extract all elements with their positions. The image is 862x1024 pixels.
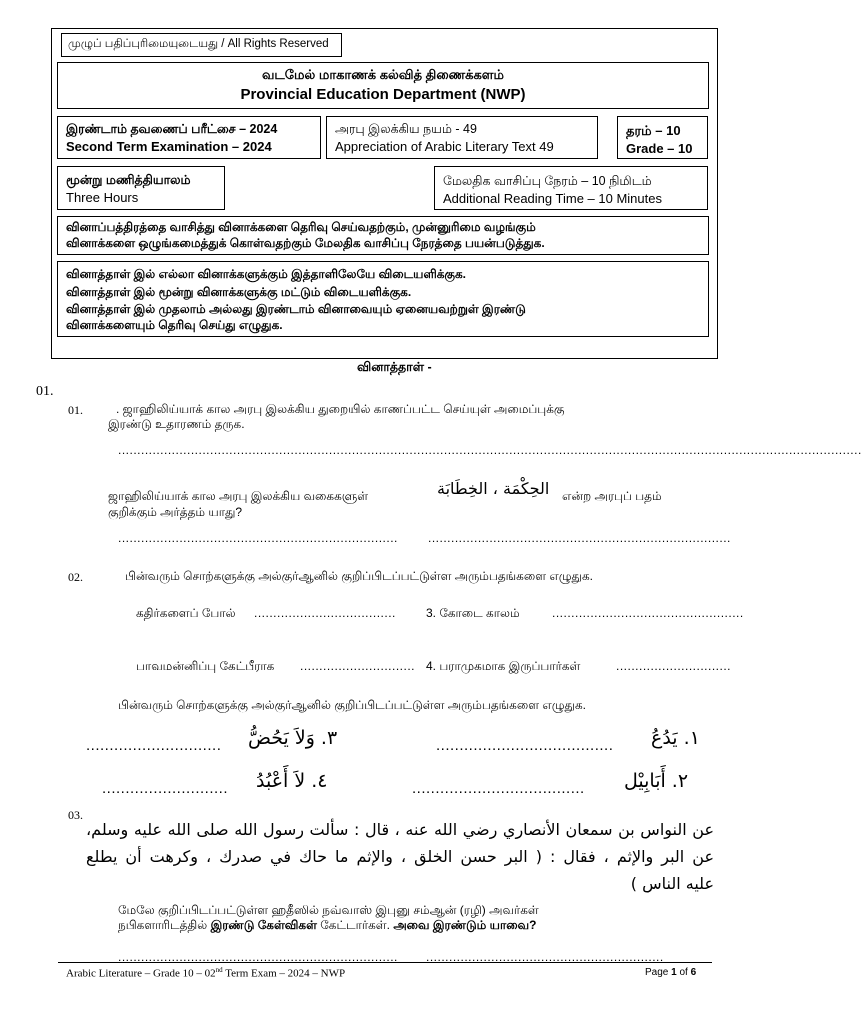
instruction-line-3: வினாத்தாள் இல் முதலாம் அல்லது இரண்டாம் வினாவையும் ஏனையவற்றுள் இரண்டு [66,302,526,316]
question-3-what-are-they: அவை இரண்டும் யாவை? [393,918,537,932]
exam-tamil: இரண்டாம் தவணைப் பரீட்சை – 2024 [66,122,278,136]
question-2-arabic-4: ٤. لاَ أَعْبُدُ [256,770,328,792]
instruction-line-4: வினாக்களையும் தெரிவு செய்து எழுதுக. [66,318,283,332]
footer-title-sup: nd [215,966,223,974]
question-3-text-2 [118,918,536,934]
hadith-line-1: عن النواس بن سمعان الأنصاري رضي الله عنه ، قال : سألت رسول الله صلى الله عليه وسلم، [86,820,714,839]
answer-line[interactable]: .............................. [616,659,732,673]
question-3-text-2c: கேட்டார்கள். [320,918,390,932]
question-1-ask-text-2: குறிக்கும் அர்த்தம் யாது? [108,505,243,519]
question-2-item-d: 4. பராமுகமாக இருப்பார்கள் [426,659,581,673]
question-1-ask-text-1b: என்ற அரபுப் பதம் [562,489,662,503]
reading-note-box [57,216,709,255]
footer-rule [58,962,712,963]
exam-english: Second Term Examination – 2024 [66,139,272,154]
rights-box [61,33,342,57]
instruction-line-2: வினாத்தாள் இல் மூன்று வினாக்களுக்கு மட்டும் விடையளிக்குக. [66,285,412,299]
answer-line[interactable]: ............................. [86,737,222,754]
question-3-number: 03. [68,808,83,822]
page-current: 1 [671,967,677,978]
answer-line[interactable]: ..................................... [254,606,396,620]
answer-line[interactable]: .................................................................................................................................................................................................. [118,443,862,457]
duration-english: Three Hours [66,190,139,205]
footer-title [66,966,345,980]
reading-note-line-1: வினாப்பத்திரத்தை வாசித்து வினாக்களை தெரிவு செய்வதற்கும், முன்னுரிமை வழங்கும் [66,220,536,234]
question-3-text-2a: நபிகளாரிடத்தில் [118,918,208,932]
question-1-ask-text-1: ஜாஹிலிய்யாக் கால அரபு இலக்கிய வகைகளுள் [108,489,369,503]
answer-line[interactable]: .................................................. [552,606,744,620]
reading-time-english: Additional Reading Time – 10 Minutes [443,191,662,206]
question-2-item-b: 3. கோடை காலம் [426,606,520,620]
answer-line[interactable]: ......................................................................... [118,950,398,964]
question-1-sub-text-1: . ஜாஹிலிய்யாக் கால அரபு இலக்கிய துறையில் காணப்பட்ட செய்யுள் அமைப்புக்கு [116,402,565,416]
grade-tamil: தரம் – 10 [626,123,681,138]
question-2-instruction-2: பின்வரும் சொற்களுக்கு அல்குர்ஆனில் குறிப்பிடப்பட்டுள்ள அரும்பதங்களை எழுதுக. [118,698,586,712]
instructions-box [57,261,709,337]
page-total: 6 [690,967,697,978]
question-2-arabic-2: ٢. أَبَابِيْل [624,770,689,792]
question-1-sub-number: 01. [68,403,83,417]
exam-box [57,116,321,159]
question-2-item-a: கதிர்களைப் போல் [136,606,236,620]
duration-box [57,166,225,210]
question-2-arabic-3: ٣. وَلاَ يَحُضُّ [248,727,338,749]
duration-tamil: மூன்று மணித்தியாலம் [66,173,191,187]
hadith-line-2: عن البر والإثم ، فقال : ( البر حسن الخلق ، والإثم ما حاك في صدرك ، وكرهت أن يطلع [86,847,714,866]
reading-note-line-2: வினாக்களை ஒழுங்கமைத்துக் கொள்வதற்கும் மேலதிக வாசிப்பு நேரத்தை பயன்படுத்துக. [66,236,545,250]
answer-line[interactable]: ..................................... [412,780,585,797]
department-english: Provincial Education Department (NWP) [240,86,526,103]
subject-english: Appreciation of Arabic Literary Text 49 [335,139,554,154]
page-of: of [679,967,688,978]
page-number [645,967,696,978]
question-1-number: 01. [36,384,54,399]
instruction-line-1: வினாத்தாள் இல் எல்லா வினாக்களுக்கும் இத்தாளிலேயே விடையளிக்குக. [66,267,466,281]
page-label: Page [645,967,669,978]
question-3-text-1: மேலே குறிப்பிடப்பட்டுள்ள ஹதீஸில் நவ்வாஸ் இபுனு சம்ஆன் (ரழி) அவர்கள் [118,903,539,917]
hadith-line-3: عليه الناس ) [630,874,714,893]
reading-time-tamil: மேலதிக வாசிப்பு நேரம் – 10 நிமிடம் [443,174,652,188]
paper-title: வினாத்தாள் - [357,360,432,374]
department-box [57,62,709,109]
grade-box [617,116,708,159]
rights-text: முழுப் பதிப்புரிமையுடையது / All Rights Reserved [68,38,329,50]
subject-box [326,116,598,159]
question-2-number: 02. [68,570,83,584]
answer-line[interactable]: .............................................................. [426,950,664,964]
question-2-instruction: பின்வரும் சொற்களுக்கு அல்குர்ஆனில் குறிப்பிடப்பட்டுள்ள அரும்பதங்களை எழுதுக. [125,569,593,583]
department-tamil: வடமேல் மாகாணக் கல்வித் திணைக்களம் [261,67,504,82]
answer-line[interactable]: ............................................................................... [428,531,731,545]
question-2-arabic-1: ١. يَدُعُ [651,727,700,749]
answer-line[interactable]: .............................. [300,659,416,673]
question-1-arabic-terms: الحِكْمَة ، الخِطَابَة [437,479,550,498]
reading-time-box [434,166,708,210]
grade-english: Grade – 10 [626,141,693,156]
question-1-sub-text-2: இரண்டு உதாரணம் தருக. [108,417,245,431]
subject-tamil: அரபு இலக்கிய நயம் - 49 [335,122,477,136]
answer-line[interactable]: ...................................... [436,737,614,754]
footer-title-a: Arabic Literature – Grade 10 – 02 [66,967,216,980]
answer-line[interactable]: ........................... [102,780,229,797]
question-3-two-questions: இரண்டு கேள்விகள் [210,918,317,932]
footer-title-b: Term Exam – 2024 – NWP [222,967,346,980]
answer-line[interactable]: ......................................................................... [118,531,398,545]
question-2-item-c: பாவமன்னிப்பு கேட்பீராக [136,659,275,673]
